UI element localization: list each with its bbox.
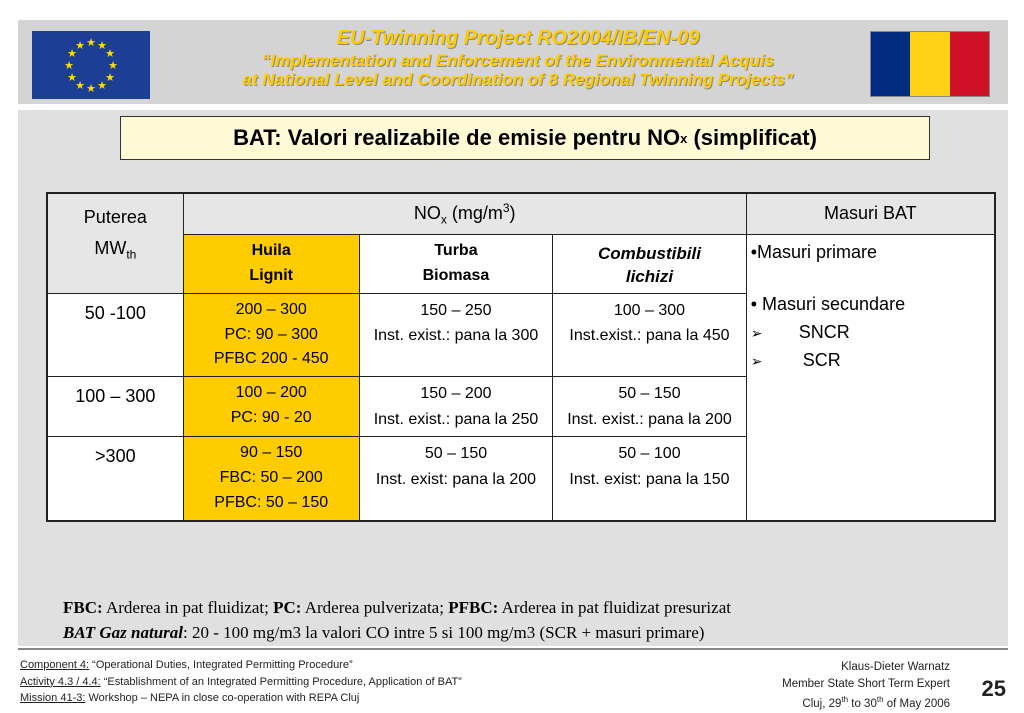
arrow-bullet-icon: ➢ [750, 324, 763, 341]
project-title-line1: EU-Twinning Project RO2004/IB/EN-09 [336, 27, 700, 49]
cell-turba: 150 – 200 Inst. exist.: pana la 250 [359, 377, 552, 437]
header-power-line1: Puterea [83, 207, 147, 227]
bat-table [46, 192, 996, 522]
footer [0, 648, 1024, 709]
footer-component: Component 4: “Operational Duties, Integrated Permitting Procedure” [20, 659, 353, 671]
svg-text:★: ★ [86, 82, 96, 95]
row-power: 50 -100 [47, 293, 183, 376]
header-banner [18, 20, 1008, 104]
slide-title-main: BAT: Valori realizabile de emisie pentru NO [233, 125, 681, 150]
slide-title-end: (simplificat) [687, 125, 817, 150]
svg-text:★: ★ [75, 39, 85, 52]
svg-text:★: ★ [86, 36, 96, 49]
project-title-line3: at National Level and Coordination of 8 Regional Twinning Projects” [242, 70, 794, 89]
abbreviations-note: FBC: Arderea in pat fluidizat; PC: Arderea pulverizata; PFBC: Arderea in pat fluidizat presurizat [63, 598, 731, 617]
project-title-line2: “Implementation and Enforcement of the Environmental Acquis [261, 51, 775, 70]
cell-lichizi: 50 – 100 Inst. exist: pana la 150 [553, 437, 746, 521]
header-power [47, 193, 183, 293]
svg-text:★: ★ [67, 47, 77, 60]
flag-stripe-yellow [910, 32, 949, 96]
cell-turba: 150 – 250 Inst. exist.: pana la 300 [359, 293, 552, 376]
footer-activity: Activity 4.3 / 4.4: “Establishment of an Integrated Permitting Procedure, Application of BAT” [20, 675, 462, 688]
footer-author-info [782, 659, 950, 713]
measure-sncr: ➢ SNCR [751, 319, 990, 347]
arrow-bullet-icon: ➢ [750, 352, 763, 369]
bat-measures-list [746, 235, 995, 521]
row-power: 100 – 300 [47, 377, 183, 437]
fuel-turba-biomasa: Turba Biomasa [359, 235, 552, 294]
cell-huila: 90 – 150 FBC: 50 – 200 PFBC: 50 – 150 [183, 437, 359, 521]
cell-huila: 100 – 200 PC: 90 - 20 [183, 377, 359, 437]
header-bat-measures: Masuri BAT [746, 193, 995, 235]
fuel-combustibili-lichizi: Combustibili lichizi [553, 235, 746, 294]
svg-text:★: ★ [97, 79, 107, 92]
slide-title-sub: x [680, 130, 688, 146]
cell-turba: 50 – 150 Inst. exist: pana la 200 [359, 437, 552, 521]
svg-text:★: ★ [105, 71, 115, 84]
footer-place-date: Cluj, 29th to 30th of May 2006 [802, 694, 950, 710]
page-number: 25 [981, 676, 1006, 701]
slide-title [120, 116, 930, 160]
row-power: >300 [47, 437, 183, 521]
header-power-line2: $MW_{th}$ [94, 237, 137, 262]
svg-text:★: ★ [108, 59, 118, 72]
cell-huila: 200 – 300 PC: 90 – 300 PFBC 200 - 450 [183, 293, 359, 376]
cell-lichizi: 50 – 150 Inst. exist.: pana la 200 [553, 377, 746, 437]
slide-content [18, 110, 1008, 646]
svg-text:★: ★ [105, 47, 115, 60]
footer-divider [18, 648, 1008, 650]
svg-text:★: ★ [97, 39, 107, 52]
fuel-huila-lignit: Huila Lignit [183, 235, 359, 294]
natural-gas-note: BAT Gaz natural: 20 - 100 mg/m3 la valori CO intre 5 si 100 mg/m3 (SCR + masuri primare) [63, 622, 705, 642]
svg-text:★: ★ [75, 79, 85, 92]
cell-lichizi: 100 – 300 Inst.exist.: pana la 450 [553, 293, 746, 376]
eu-stars-icon [32, 31, 150, 99]
project-title [168, 28, 868, 88]
measure-secondary: • Masuri secundare [750, 293, 906, 314]
flag-stripe-blue [871, 32, 910, 96]
romania-flag [870, 31, 990, 97]
flag-stripe-red [950, 32, 989, 96]
footer-mission: Mission 41-3: Workshop – NEPA in close co-operation with REPA Cluj [20, 692, 360, 704]
svg-text:★: ★ [67, 71, 77, 84]
measure-scr: ➢ SCR [751, 347, 990, 375]
footer-project-info [20, 657, 462, 707]
footer-author: Klaus-Dieter Warnatz [841, 661, 950, 673]
footer-role: Member State Short Term Expert [782, 678, 950, 691]
measure-primary: •Masuri primare [750, 242, 878, 262]
eu-flag [32, 31, 150, 99]
footnotes [63, 596, 731, 645]
svg-text:★: ★ [64, 59, 74, 72]
header-nox: $NO_x$ $(mg/m^3)$ [183, 193, 746, 235]
